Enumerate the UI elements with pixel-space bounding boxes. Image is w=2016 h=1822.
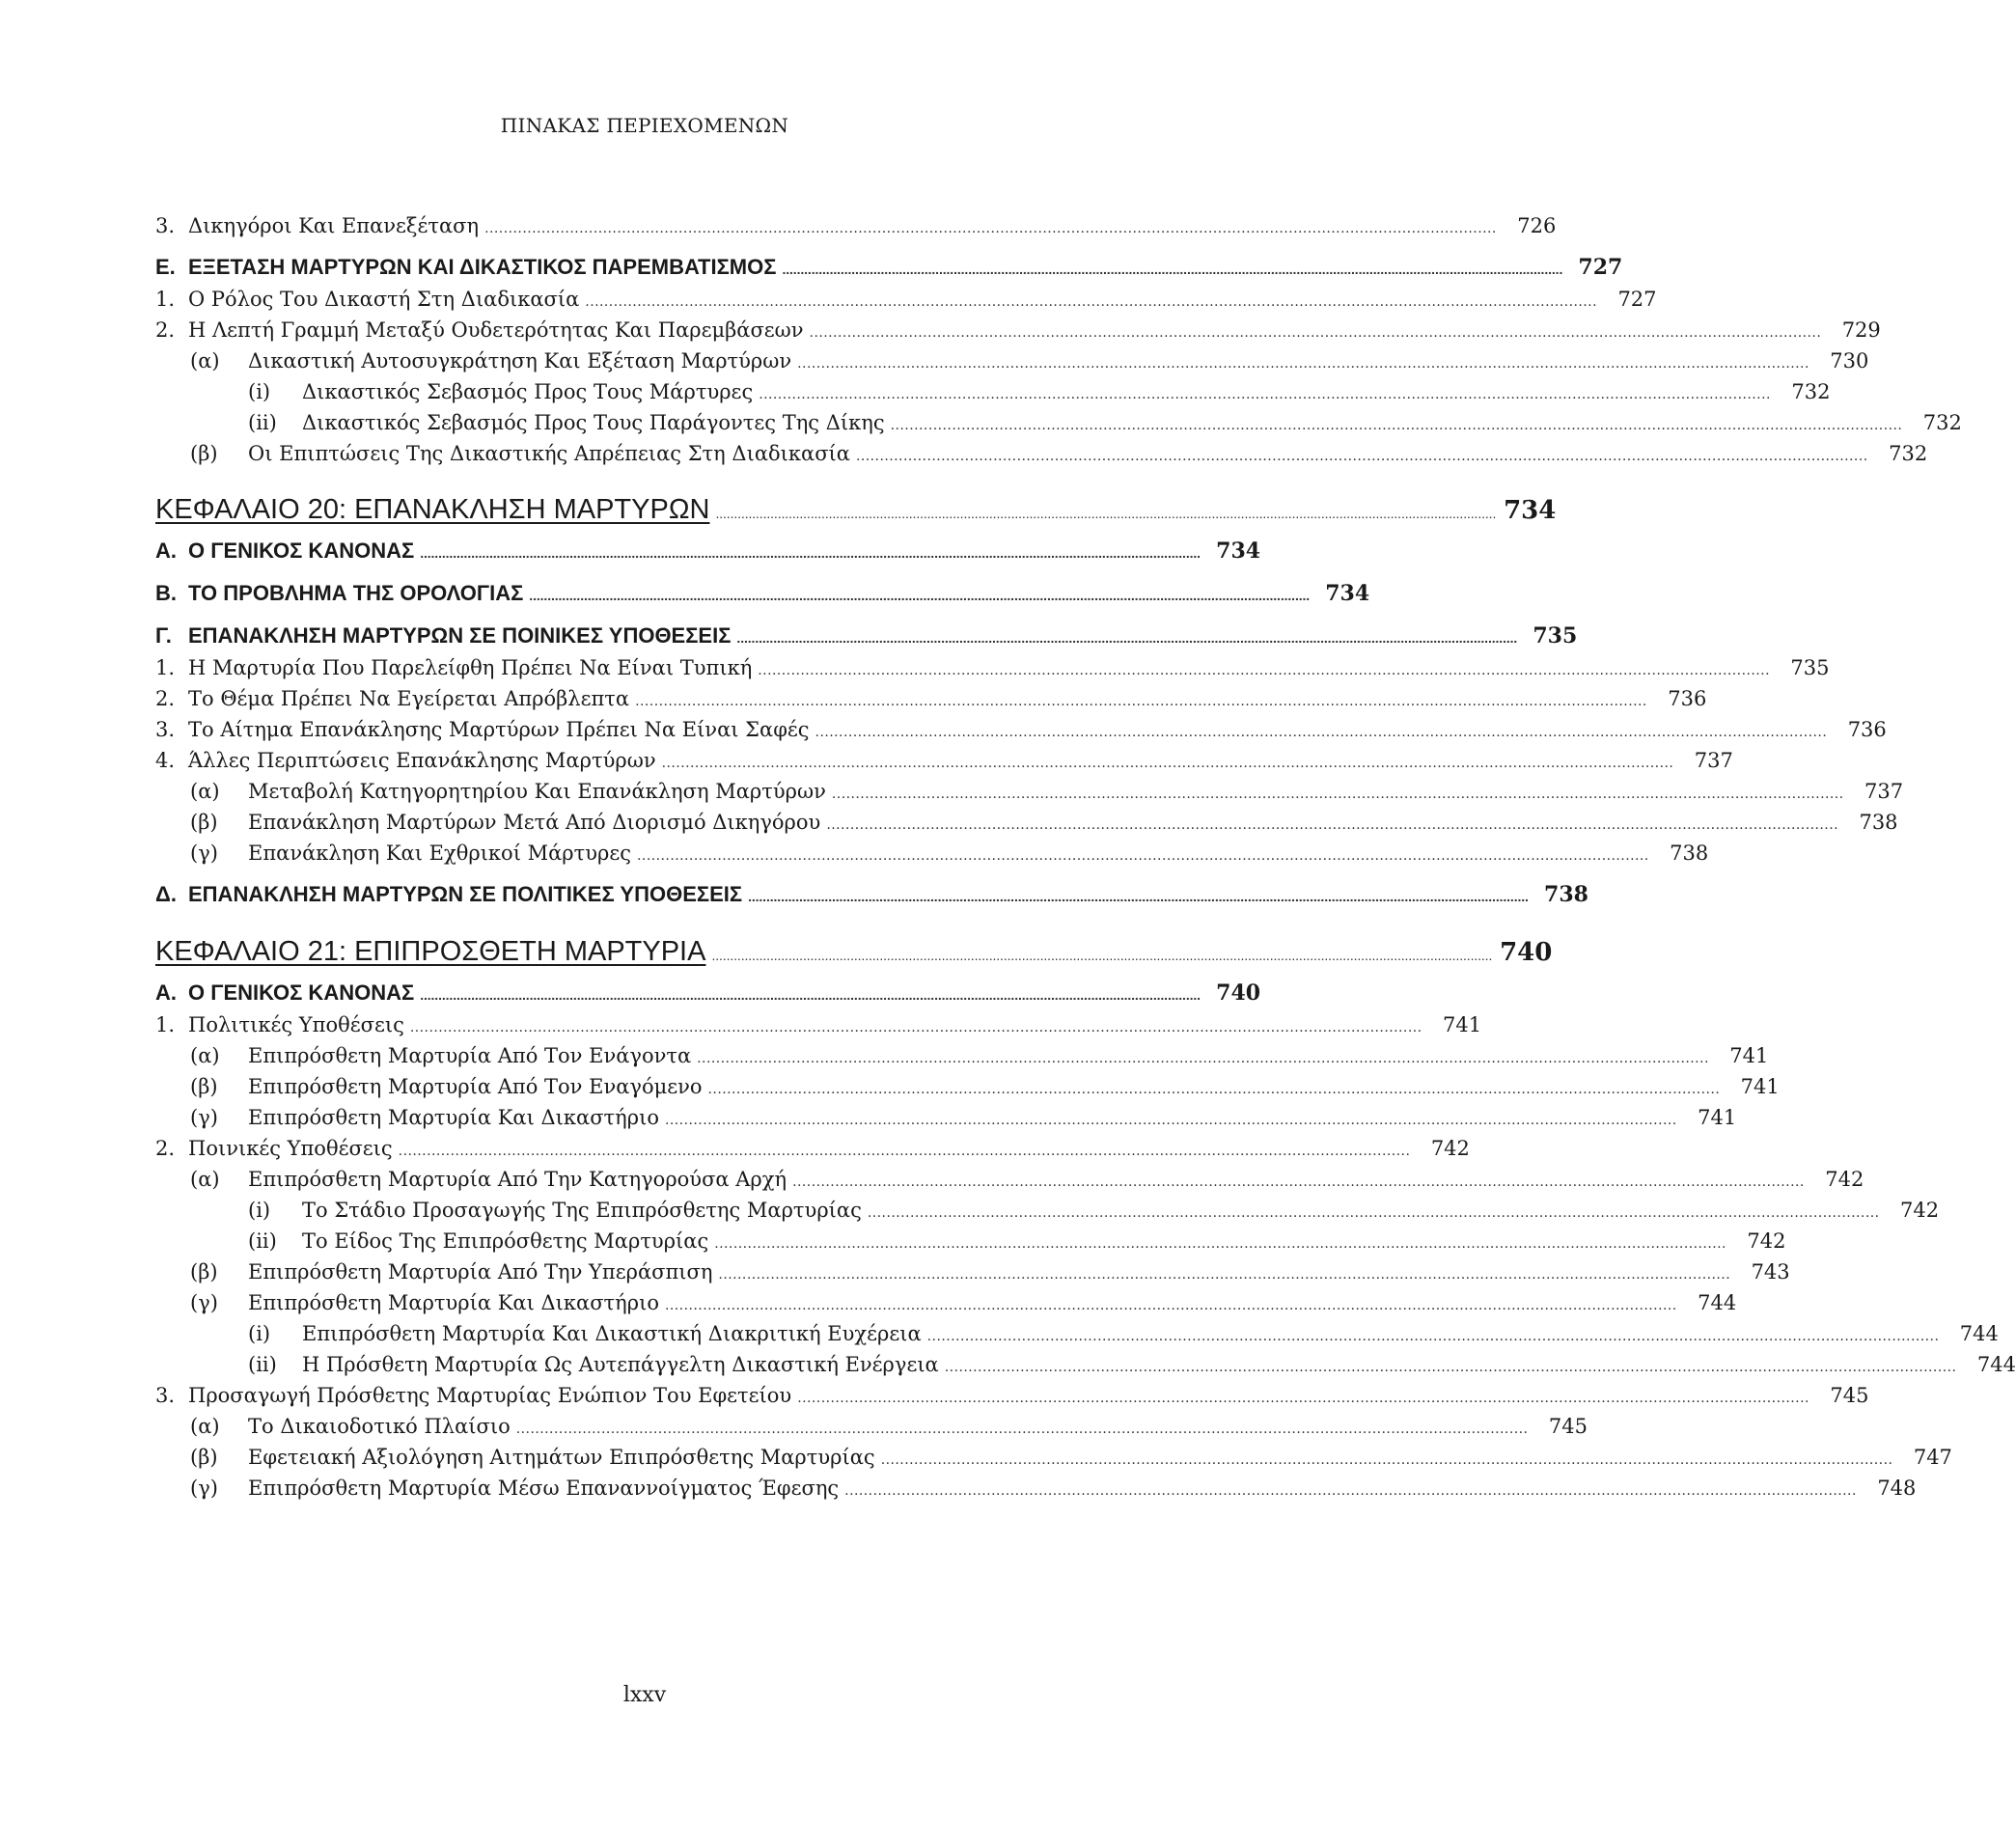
toc-entry — [155, 811, 1898, 842]
toc-entry — [155, 349, 1869, 380]
toc-entry — [155, 1477, 1917, 1507]
entry-page: 727 — [1578, 255, 1623, 280]
entry-title: Η Λεπτή Γραμμή Μεταξύ Ουδετερότητας Και Παρεμβάσεων — [188, 318, 804, 342]
entry-title: Επανάκληση Μαρτύρων Μετά Από Διορισμό Δικηγόρου — [248, 811, 821, 834]
dot-leader — [516, 1415, 1526, 1438]
entry-number: Β. — [155, 581, 177, 605]
entry-page: 738 — [1670, 842, 1709, 865]
entry-title: Εφετειακή Αξιολόγηση Αιτημάτων Επιπρόσθετης Μαρτυρίας — [248, 1446, 875, 1469]
entry-title: Επιπρόσθετη Μαρτυρία Και Δικαστική Διακριτική Ευχέρεια — [302, 1322, 922, 1345]
toc-section-entry — [155, 623, 1578, 656]
dot-leader — [797, 1384, 1807, 1407]
entry-number: (γ) — [190, 1106, 218, 1129]
dot-leader — [797, 349, 1807, 373]
entry-number: 1. — [155, 656, 176, 679]
dot-leader — [420, 980, 1199, 1006]
toc-entry — [155, 411, 1962, 442]
entry-number: Γ. — [155, 623, 172, 648]
entry-title: Επιπρόσθετη Μαρτυρία Από Τον Εναγόμενο — [248, 1075, 703, 1098]
entry-number: 1. — [155, 288, 176, 311]
entry-number: (i) — [248, 380, 271, 403]
entry-page: 744 — [1698, 1291, 1737, 1314]
entry-page: 742 — [1825, 1168, 1864, 1191]
entry-number: Ε. — [155, 255, 176, 279]
entry-title: ΤΟ ΠΡΟΒΛΗΜΑ ΤΗΣ ΟΡΟΛΟΓΙΑΣ — [188, 581, 524, 605]
entry-title: Δικαστικός Σεβασμός Προς Τους Μάρτυρες — [302, 380, 754, 403]
dot-leader — [410, 1013, 1420, 1036]
entry-page: 748 — [1877, 1477, 1917, 1500]
entry-page: 743 — [1751, 1260, 1790, 1284]
entry-number: (ii) — [248, 411, 277, 434]
entry-page: 744 — [1976, 1353, 2016, 1376]
dot-leader — [945, 1353, 1954, 1376]
dot-leader — [420, 538, 1199, 564]
entry-title: Ο ΓΕΝΙΚΟΣ ΚΑΝΟΝΑΣ — [188, 980, 415, 1005]
entry-title: Ποινικές Υποθέσεις — [188, 1137, 393, 1160]
dot-leader — [585, 288, 1594, 311]
entry-page: 738 — [1859, 811, 1898, 834]
entry-number: Δ. — [155, 882, 177, 906]
entry-page: 747 — [1913, 1446, 1952, 1469]
entry-number: 1. — [155, 1013, 176, 1036]
toc-section-entry — [155, 581, 1370, 614]
entry-number: (γ) — [190, 1477, 218, 1500]
toc-entry — [155, 1044, 1769, 1075]
dot-leader — [815, 718, 1825, 741]
dot-leader — [844, 1477, 1854, 1500]
toc-entry — [155, 1446, 1952, 1477]
entry-number: 2. — [155, 318, 176, 342]
dot-leader — [529, 581, 1308, 606]
entry-title: Προσαγωγή Πρόσθετης Μαρτυρίας Ενώπιον Του Εφετείου — [188, 1384, 792, 1407]
dot-leader — [715, 494, 1494, 526]
chapter-title: ΚΕΦΑΛΑΙΟ 21: ΕΠΙΠΡΟΣΘΕΤΗ ΜΑΡΤΥΡΙΑ — [155, 936, 706, 967]
entry-title: Επιπρόσθετη Μαρτυρία Μέσω Επαναννοίγματος Έφεσης — [248, 1477, 840, 1500]
entry-number: (ii) — [248, 1229, 277, 1253]
entry-number: (β) — [190, 442, 218, 465]
entry-page: 734 — [1325, 581, 1370, 606]
toc-entry — [155, 1291, 1737, 1322]
dot-leader — [856, 442, 1865, 465]
toc-entry — [155, 1013, 1482, 1044]
entry-number: (ii) — [248, 1353, 277, 1376]
toc-entry — [155, 780, 1904, 811]
entry-title: Επιπρόσθετη Μαρτυρία Από Την Υπεράσπιση — [248, 1260, 713, 1284]
entry-number: (β) — [190, 1446, 218, 1469]
toc-entry — [155, 1260, 1790, 1291]
dot-leader — [708, 1075, 1718, 1098]
toc-entry — [155, 1075, 1780, 1106]
entry-page: 732 — [1922, 411, 1962, 434]
entry-title: ΕΞΕΤΑΣΗ ΜΑΡΤΥΡΩΝ ΚΑΙ ΔΙΚΑΣΤΙΚΟΣ ΠΑΡΕΜΒΑΤΙΣΜΟΣ — [188, 255, 777, 279]
toc-entry — [155, 318, 1881, 349]
entry-page: 736 — [1847, 718, 1887, 741]
entry-page: 734 — [1216, 538, 1261, 564]
entry-title: Οι Επιπτώσεις Της Δικαστικής Απρέπειας Στη Διαδικασία — [248, 442, 850, 465]
toc-entry — [155, 380, 1831, 411]
entry-number: Α. — [155, 980, 177, 1005]
entry-title: Δικαστικός Σεβασμός Προς Τους Παράγοντες Της Δίκης — [302, 411, 885, 434]
toc-entry — [155, 1168, 1864, 1199]
dot-leader — [927, 1322, 1937, 1345]
toc-entry — [155, 1106, 1737, 1137]
dot-leader — [714, 1229, 1724, 1253]
entry-title: Δικηγόροι Και Επανεξέταση — [188, 214, 480, 237]
toc-entry — [155, 718, 1887, 749]
dot-leader — [662, 749, 1671, 772]
entry-number: (i) — [248, 1199, 271, 1222]
dot-leader — [826, 811, 1836, 834]
dot-leader — [718, 1260, 1727, 1284]
toc-entry — [155, 442, 1928, 473]
entry-title: Ο Ρόλος Του Δικαστή Στη Διαδικασία — [188, 288, 580, 311]
entry-page: 730 — [1830, 349, 1869, 373]
dot-leader — [891, 411, 1900, 434]
entry-number: (α) — [190, 1044, 220, 1067]
entry-title: Επιπρόσθετη Μαρτυρία Από Τον Ενάγοντα — [248, 1044, 692, 1067]
dot-leader — [759, 380, 1768, 403]
page-folio: lxxv — [622, 1683, 667, 1707]
dot-leader — [711, 936, 1490, 968]
toc-entry — [155, 687, 1707, 718]
entry-title: Το Αίτημα Επανάκλησης Μαρτύρων Πρέπει Να Είναι Σαφές — [188, 718, 810, 741]
entry-number: (β) — [190, 1260, 218, 1284]
toc-entry — [155, 288, 1657, 318]
toc-entry — [155, 1322, 1999, 1353]
entry-title: Η Μαρτυρία Που Παρελείφθη Πρέπει Να Είναι Τυπική — [188, 656, 753, 679]
entry-title: Επανάκληση Και Εχθρικοί Μάρτυρες — [248, 842, 632, 865]
entry-title: Δικαστική Αυτοσυγκράτηση Και Εξέταση Μαρτύρων — [248, 349, 792, 373]
entry-number: Α. — [155, 538, 177, 563]
toc-entry — [155, 656, 1830, 687]
entry-page: 734 — [1504, 496, 1557, 525]
entry-page: 741 — [1740, 1075, 1780, 1098]
entry-page: 726 — [1517, 214, 1557, 237]
entry-page: 741 — [1442, 1013, 1482, 1036]
entry-page: 727 — [1617, 288, 1657, 311]
entry-number: 2. — [155, 1137, 176, 1160]
entry-title: Επιπρόσθετη Μαρτυρία Και Δικαστήριο — [248, 1291, 659, 1314]
entry-number: 4. — [155, 749, 176, 772]
entry-title: Ο ΓΕΝΙΚΟΣ ΚΑΝΟΝΑΣ — [188, 538, 415, 563]
entry-page: 732 — [1791, 380, 1831, 403]
toc-section-entry — [155, 882, 1588, 915]
entry-title: ΕΠΑΝΑΚΛΗΣΗ ΜΑΡΤΥΡΩΝ ΣΕ ΠΟΙΝΙΚΕΣ ΥΠΟΘΕΣΕΙΣ — [188, 623, 732, 648]
dot-leader — [665, 1291, 1674, 1314]
toc-entry — [155, 1229, 1786, 1260]
dot-leader — [868, 1199, 1877, 1222]
toc-section-entry — [155, 980, 1261, 1013]
dot-leader — [736, 623, 1515, 649]
entry-page: 737 — [1694, 749, 1733, 772]
entry-number: (γ) — [190, 842, 218, 865]
entry-page: 742 — [1747, 1229, 1786, 1253]
toc-entry — [155, 1353, 2016, 1384]
entry-number: (α) — [190, 780, 220, 803]
entry-number: (α) — [190, 349, 220, 373]
entry-page: 738 — [1544, 882, 1588, 907]
entry-number: (i) — [248, 1322, 271, 1345]
entry-page: 740 — [1500, 938, 1553, 967]
dot-leader — [635, 687, 1644, 710]
entry-title: Επιπρόσθετη Μαρτυρία Από Την Κατηγορούσα Αρχή — [248, 1168, 787, 1191]
table-of-contents — [155, 214, 2016, 1507]
entry-title: Επιπρόσθετη Μαρτυρία Και Δικαστήριο — [248, 1106, 659, 1129]
toc-entry — [155, 1199, 1940, 1229]
toc-entry — [155, 1384, 1869, 1415]
dot-leader — [810, 318, 1819, 342]
entry-page: 732 — [1889, 442, 1928, 465]
entry-number: (β) — [190, 811, 218, 834]
dot-leader — [697, 1044, 1706, 1067]
entry-page: 742 — [1899, 1199, 1940, 1222]
entry-page: 741 — [1698, 1106, 1737, 1129]
entry-page: 737 — [1864, 780, 1904, 803]
entry-number: (β) — [190, 1075, 218, 1098]
toc-chapter-entry — [155, 936, 1553, 980]
entry-title: Πολιτικές Υποθέσεις — [188, 1013, 404, 1036]
entry-title: ΕΠΑΝΑΚΛΗΣΗ ΜΑΡΤΥΡΩΝ ΣΕ ΠΟΛΙΤΙΚΕΣ ΥΠΟΘΕΣΕΙΣ — [188, 882, 743, 906]
dot-leader — [758, 656, 1767, 679]
entry-page: 729 — [1841, 318, 1881, 342]
entry-page: 736 — [1668, 687, 1707, 710]
dot-leader — [399, 1137, 1408, 1160]
dot-leader — [665, 1106, 1674, 1129]
toc-entry — [155, 749, 1733, 780]
entry-number: 2. — [155, 687, 176, 710]
toc-entry — [155, 1137, 1470, 1168]
entry-title: Το Θέμα Πρέπει Να Εγείρεται Απρόβλεπτα — [188, 687, 630, 710]
entry-title: Το Είδος Της Επιπρόσθετης Μαρτυρίας — [302, 1229, 709, 1253]
dot-leader — [792, 1168, 1802, 1191]
toc-section-entry — [155, 255, 1623, 288]
entry-title: Η Πρόσθετη Μαρτυρία Ως Αυτεπάγγελτη Δικαστική Ενέργεια — [302, 1353, 939, 1376]
toc-section-entry — [155, 538, 1261, 571]
entry-page: 741 — [1729, 1044, 1769, 1067]
entry-page: 744 — [1959, 1322, 1999, 1345]
toc-entry — [155, 214, 1557, 245]
entry-page: 745 — [1548, 1415, 1588, 1438]
entry-page: 735 — [1790, 656, 1830, 679]
entry-title: Μεταβολή Κατηγορητηρίου Και Επανάκληση Μαρτύρων — [248, 780, 826, 803]
entry-number: 3. — [155, 214, 176, 237]
dot-leader — [637, 842, 1646, 865]
entry-number: 3. — [155, 1384, 176, 1407]
toc-entry — [155, 842, 1709, 872]
entry-page: 740 — [1216, 980, 1261, 1006]
dot-leader — [832, 780, 1841, 803]
entry-title: Άλλες Περιπτώσεις Επανάκλησης Μαρτύρων — [188, 749, 656, 772]
entry-number: 3. — [155, 718, 176, 741]
entry-page: 735 — [1533, 623, 1578, 649]
dot-leader — [782, 255, 1560, 280]
entry-page: 742 — [1430, 1137, 1470, 1160]
toc-entry — [155, 1415, 1588, 1446]
entry-number: (α) — [190, 1415, 220, 1438]
chapter-title: ΚΕΦΑΛΑΙΟ 20: ΕΠΑΝΑΚΛΗΣΗ ΜΑΡΤΥΡΩΝ — [155, 494, 710, 525]
entry-number: (γ) — [190, 1291, 218, 1314]
toc-chapter-entry — [155, 494, 1557, 538]
entry-title: Το Στάδιο Προσαγωγής Της Επιπρόσθετης Μαρτυρίας — [302, 1199, 862, 1222]
entry-title: Το Δικαιοδοτικό Πλαίσιο — [248, 1415, 511, 1438]
running-header: ΠΙΝΑΚΑΣ ΠΕΡΙΕΧΟΜΕΝΩΝ — [500, 114, 789, 137]
dot-leader — [881, 1446, 1891, 1469]
dot-leader — [748, 882, 1527, 907]
dot-leader — [484, 214, 1494, 237]
entry-page: 745 — [1830, 1384, 1869, 1407]
entry-number: (α) — [190, 1168, 220, 1191]
